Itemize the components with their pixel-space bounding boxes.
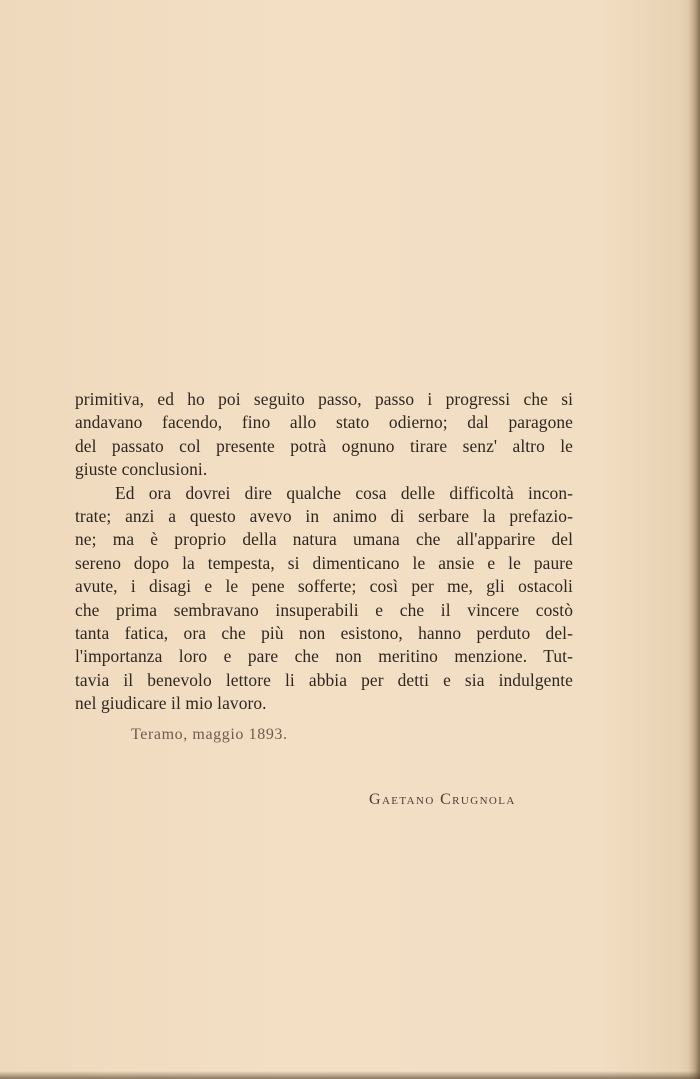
text-line: andavano facendo, fino allo stato odierno; dal paragone (75, 412, 573, 433)
text-line: ne; ma è proprio della natura umana che all'apparire del (75, 529, 573, 550)
paragraph-2 (75, 482, 573, 716)
text-line: nel giudicare il mio lavoro. (75, 693, 267, 714)
text-line: Ed ora dovrei dire qualche cosa delle difficoltà incon- (115, 482, 573, 503)
place-date-line: Teramo, maggio 1893. (131, 726, 288, 743)
page-right-edge-shadow (688, 0, 700, 1079)
body-text (75, 388, 573, 716)
paragraph-1 (75, 388, 573, 482)
text-line: del passato col presente potrà ognuno tirare senz' altro le (75, 435, 573, 456)
text-line: avute, i disagi e le pene sofferte; così per me, gli ostacoli (75, 576, 573, 597)
author-signature: Gaetano Crugnola (369, 791, 516, 808)
page-bottom-edge-shadow (0, 1071, 700, 1079)
text-line: sereno dopo la tempesta, si dimenticano le ansie e le paure (75, 552, 573, 573)
text-line: giuste conclusioni. (75, 459, 208, 480)
text-line: che prima sembravano insuperabili e che il vincere costò (75, 599, 573, 620)
text-line: l'importanza loro e pare che non meritino menzione. Tut- (75, 646, 573, 667)
text-line: trate; anzi a questo avevo in animo di serbare la prefazio- (75, 506, 573, 527)
text-line: tanta fatica, ora che più non esistono, hanno perduto del- (75, 623, 573, 644)
text-line: primitiva, ed ho poi seguito passo, passo i progressi che si (75, 389, 573, 409)
text-line: tavia il benevolo lettore li abbia per detti e sia indulgente (75, 669, 573, 690)
